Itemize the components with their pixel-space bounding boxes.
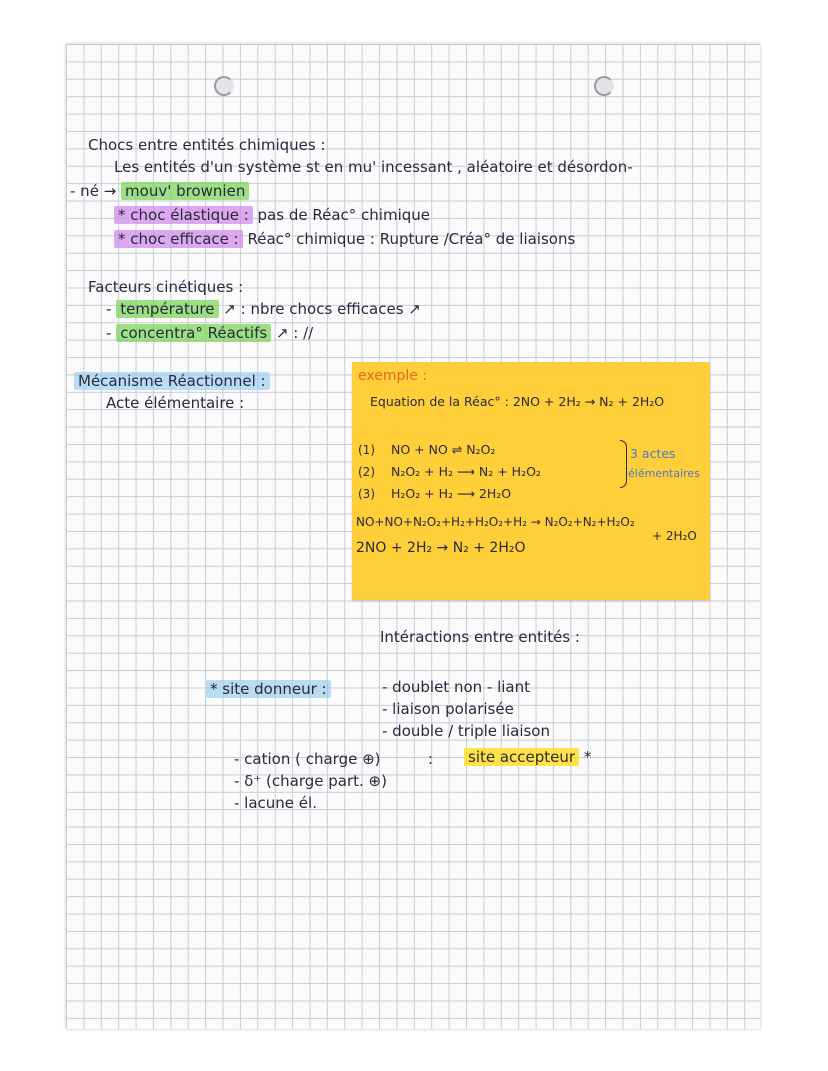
chocs-line-1: Les entités d'un système st en mu' incessant , aléatoire et désordon- — [114, 158, 633, 176]
choc-elastique-row — [114, 206, 430, 224]
site-accepteur-highlight: site accepteur — [464, 748, 579, 766]
chocs-title: Chocs entre entités chimiques : — [88, 136, 326, 154]
facteur-concentration-prefix: - — [106, 324, 112, 342]
mecanisme-title-highlight: Mécanisme Réactionnel : — [74, 372, 270, 390]
sum-line-continuation: + 2H₂O — [652, 529, 697, 543]
donneur-item-3: - double / triple liaison — [382, 722, 550, 740]
result-equation: 2NO + 2H₂ → N₂ + 2H₂O — [356, 540, 526, 556]
facteur-temperature-prefix: - — [106, 300, 112, 318]
facteur-temperature-label: température — [116, 300, 218, 318]
step-3 — [358, 486, 511, 502]
accepteur-item-3: - lacune él. — [234, 794, 317, 812]
equation-label: Equation de la Réac° : — [370, 394, 509, 409]
brownien-highlight: mouv' brownien — [121, 182, 249, 200]
facteur-concentration-row — [106, 324, 313, 342]
equation-row — [370, 394, 664, 410]
brace-note-line-1: 3 actes — [630, 446, 676, 461]
donneur-item-2: - liaison polarisée — [382, 700, 514, 718]
site-accepteur-row — [464, 748, 591, 766]
equation-value: 2NO + 2H₂ → N₂ + 2H₂O — [512, 394, 665, 409]
facteurs-title: Facteurs cinétiques : — [88, 278, 244, 296]
site-donneur-highlight: * site donneur : — [206, 680, 331, 698]
choc-efficace-label: * choc efficace : — [114, 230, 243, 248]
facteur-concentration-text: ↗ : // — [275, 324, 314, 342]
donneur-item-1: - doublet non - liant — [382, 678, 531, 696]
binder-hole-left — [214, 76, 234, 96]
step-1-equation: NO + NO ⇌ N₂O₂ — [390, 442, 496, 457]
step-2-equation: N₂O₂ + H₂ ⟶ N₂ + H₂O₂ — [390, 464, 541, 479]
chocs-line-2-prefix: - né → — [70, 182, 117, 200]
binder-hole-right — [594, 76, 614, 96]
accepteur-separator: : — [428, 750, 434, 768]
step-1 — [358, 442, 495, 458]
site-accepteur-star: * — [583, 748, 592, 766]
choc-elastique-label: * choc élastique : — [114, 206, 253, 224]
step-3-equation: H₂O₂ + H₂ ⟶ 2H₂O — [390, 486, 512, 501]
interactions-title: Intéractions entre entités : — [380, 628, 580, 646]
sum-line: NO+NO+N₂O₂+H₂+H₂O₂+H₂ → N₂O₂+N₂+H₂O₂ — [356, 515, 635, 529]
choc-elastique-text: pas de Réac° chimique — [257, 206, 430, 224]
exemple-sticky-note — [352, 362, 710, 600]
facteur-temperature-row — [106, 300, 421, 318]
facteur-concentration-label: concentra° Réactifs — [116, 324, 271, 342]
step-3-number: (3) — [358, 487, 375, 501]
step-2-number: (2) — [358, 465, 375, 479]
step-2 — [358, 464, 541, 480]
step-1-number: (1) — [358, 443, 375, 457]
accepteur-item-2: - δ⁺ (charge part. ⊕) — [234, 772, 387, 790]
acte-elementaire-label: Acte élémentaire : — [106, 394, 245, 412]
choc-efficace-row — [114, 230, 575, 248]
brace-note-line-2: élémentaires — [628, 467, 700, 480]
mecanisme-title — [74, 372, 270, 390]
choc-efficace-text: Réac° chimique : Rupture /Créa° de liaisons — [247, 230, 576, 248]
steps-brace — [620, 440, 627, 488]
site-donneur-label — [206, 680, 331, 698]
exemple-label: exemple : — [358, 368, 428, 384]
accepteur-item-1: - cation ( charge ⊕) — [234, 750, 381, 768]
chocs-line-2 — [70, 182, 249, 200]
facteur-temperature-text: ↗ : nbre chocs efficaces ↗ — [223, 300, 421, 318]
